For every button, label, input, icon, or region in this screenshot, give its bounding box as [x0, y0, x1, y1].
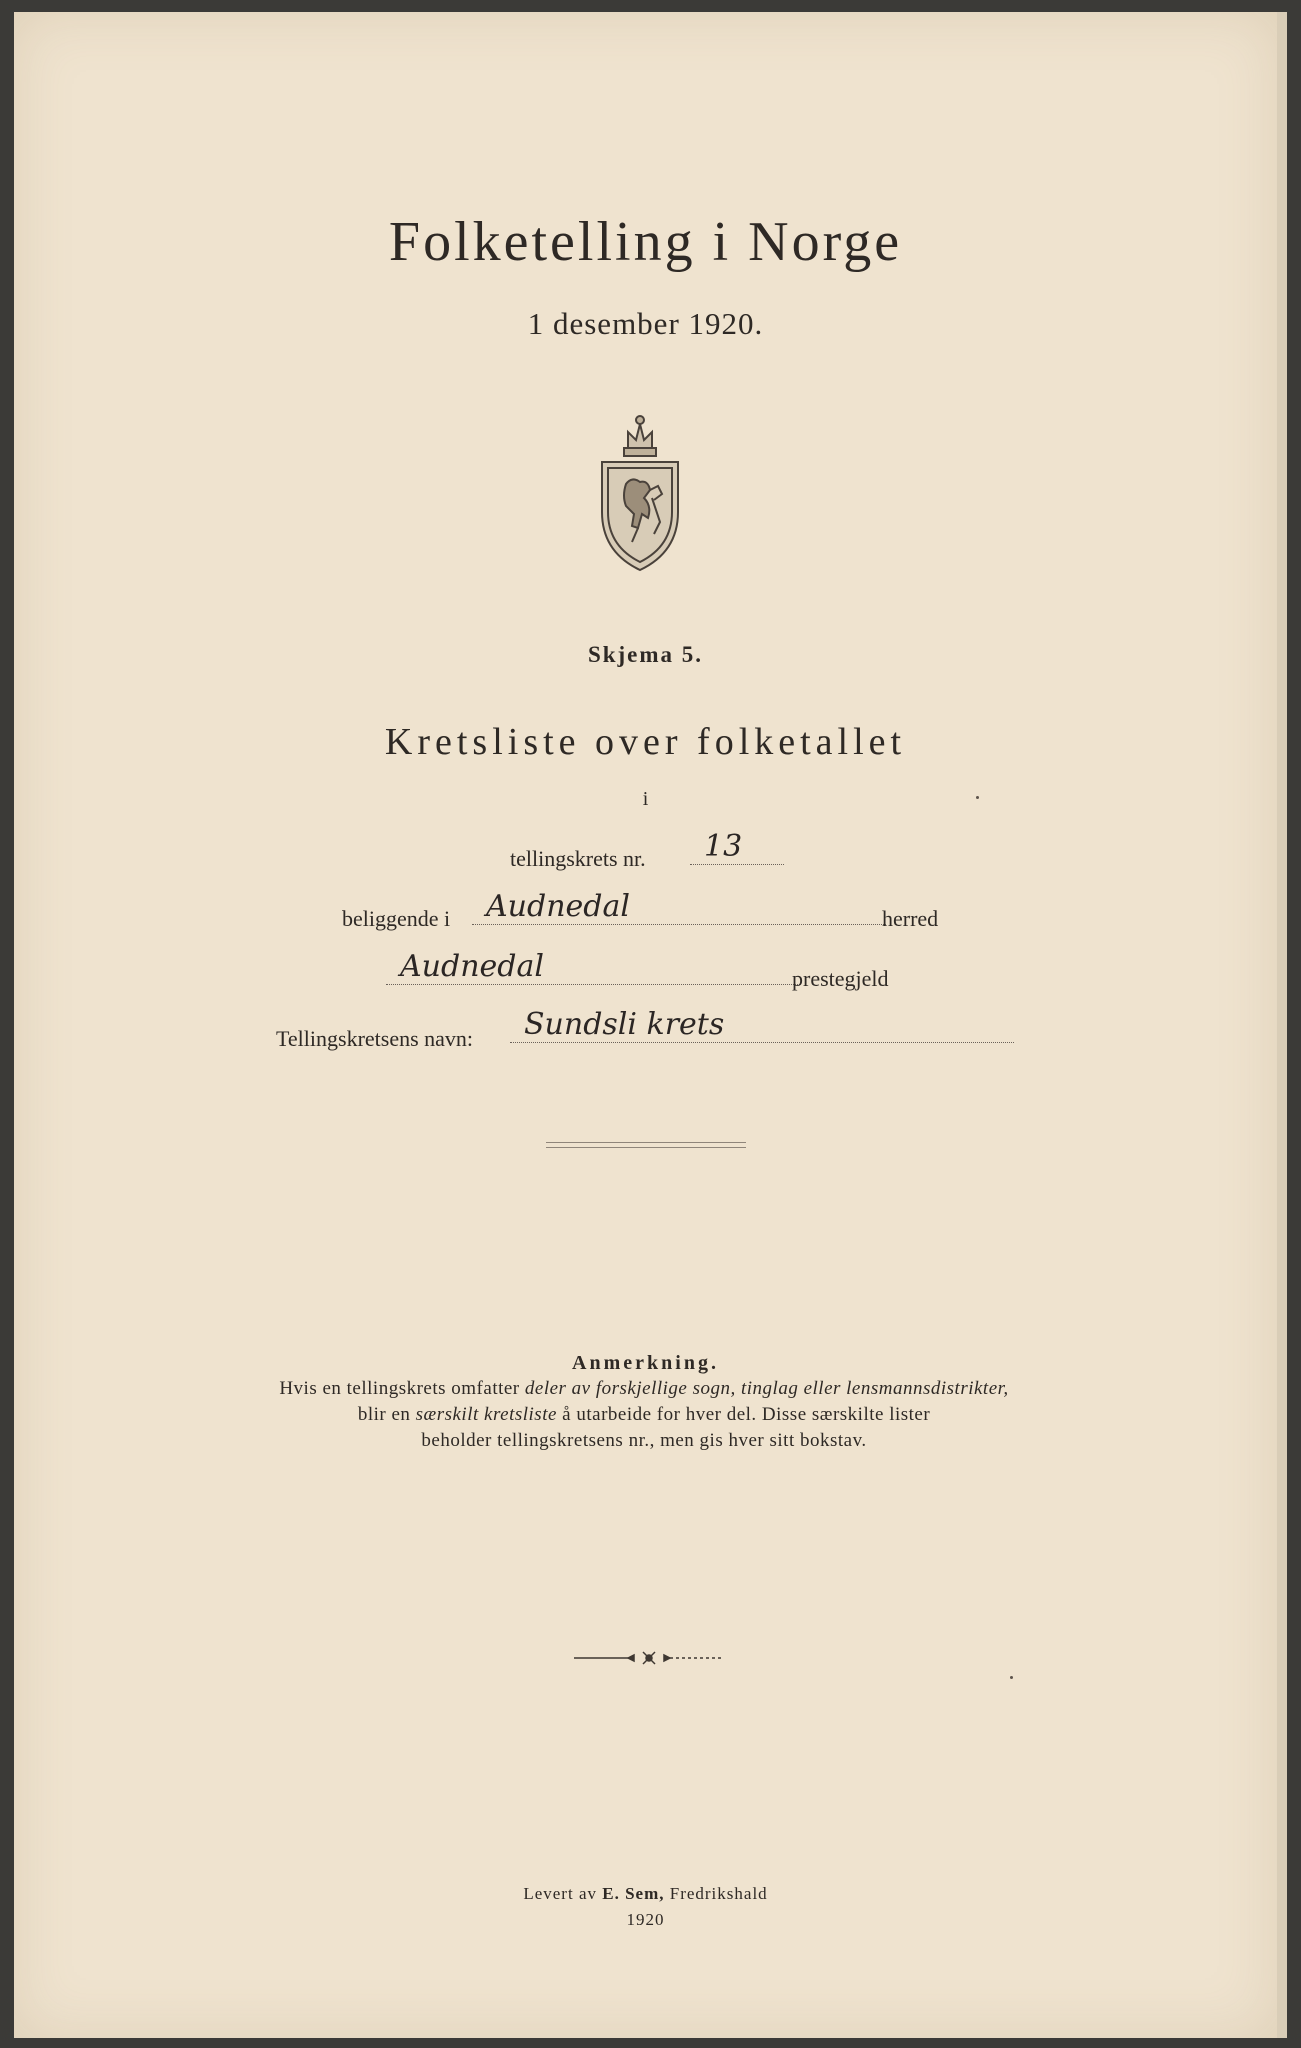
- note-emphasis: særskilt kretsliste: [415, 1404, 557, 1425]
- printer-name: E. Sem,: [602, 1884, 665, 1903]
- district-name-label: Tellingskretsens navn:: [276, 1026, 474, 1051]
- note-emphasis: deler av forskjellige sogn, tinglag eller lensmannsdistrikter,: [524, 1378, 1009, 1399]
- note-heading: Anmerkning.: [572, 1352, 719, 1374]
- note-line-3: beholder tellingskretsens nr., men gis hver sitt bokstav.: [421, 1430, 867, 1451]
- document-date: 1 desember 1920.: [527, 306, 764, 341]
- speck: [1010, 1676, 1013, 1679]
- preposition-label: i: [642, 788, 649, 810]
- printer-year: 1920: [626, 1910, 665, 1929]
- coat-of-arms-icon: [592, 402, 688, 574]
- printer-place: Fredrikshald: [664, 1884, 768, 1903]
- note-text: Hvis en tellingskrets omfatter: [279, 1378, 525, 1399]
- note-text: blir en: [357, 1404, 416, 1425]
- printer-credit: [14, 1884, 1277, 1904]
- note-line-2: [194, 1402, 1094, 1428]
- prestegjeld-label: prestegjeld: [792, 966, 889, 991]
- ornament-divider-icon: [574, 1648, 724, 1668]
- located-label: beliggende i: [342, 906, 451, 931]
- herred-field[interactable]: Audnedal: [472, 890, 886, 925]
- district-number-field[interactable]: 13: [690, 830, 784, 865]
- speck: [976, 796, 979, 799]
- schema-label: Skjema 5.: [587, 642, 704, 667]
- printer-prefix: Levert av: [523, 1884, 603, 1903]
- form-heading: Kretsliste over folketallet: [384, 721, 907, 763]
- page-edge: [1277, 12, 1287, 2038]
- district-number-label: tellingskrets nr.: [510, 846, 646, 871]
- note-line-1: [194, 1376, 1094, 1402]
- note-text: å utarbeide for hver del. Disse særskilte lister: [556, 1404, 931, 1425]
- document-title: Folketelling i Norge: [388, 211, 903, 273]
- prestegjeld-field[interactable]: Audnedal: [386, 950, 800, 985]
- section-divider: [546, 1142, 746, 1148]
- herred-label: herred: [882, 906, 939, 931]
- census-form-page: [14, 12, 1277, 2038]
- district-name-field[interactable]: Sundsli krets: [510, 1008, 1014, 1043]
